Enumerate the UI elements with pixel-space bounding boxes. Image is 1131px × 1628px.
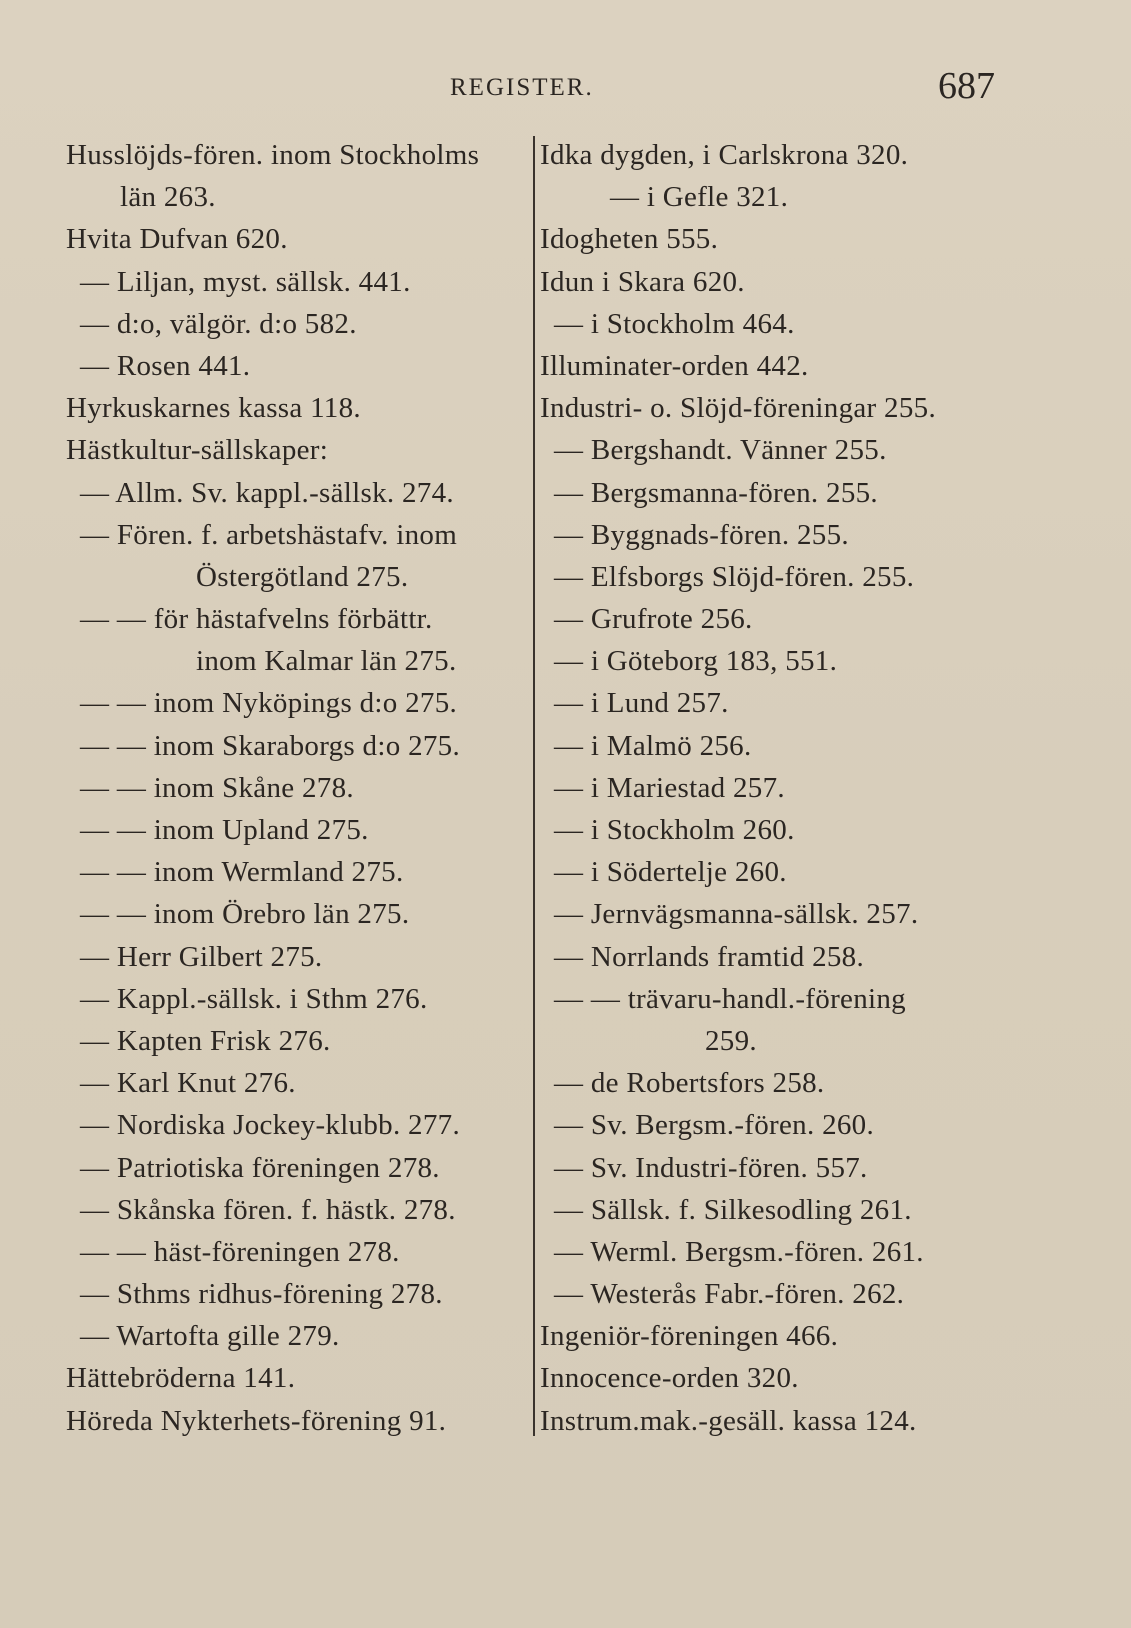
index-entry: — Wartofta gille 279. [80,1320,340,1353]
index-entry: — — inom Skaraborgs d:o 275. [80,729,461,762]
index-entry: Husslöjds-fören. inom Stockholms [66,139,480,171]
index-entry: — — inom Wermland 275. [80,856,404,889]
index-entry: Idogheten 555. [540,223,719,256]
index-entry: Idka dygden, i Carlskrona 320. [540,139,909,171]
right-index-column [540,134,1016,1442]
index-entry: — Kapten Frisk 276. [80,1024,331,1057]
index-entry: — — för hästafvelns förbättr. [80,603,433,636]
index-entry: Ingeniör-föreningen 466. [540,1320,839,1353]
index-entry: — Werml. Bergsm.-fören. 261. [554,1235,924,1268]
index-entry: — Sällsk. f. Silkesodling 261. [554,1193,912,1226]
index-entry: — — inom Skåne 278. [80,771,354,804]
index-entry: inom Kalmar län 275. [196,645,457,678]
index-entry: — Bergsmanna-fören. 255. [554,476,878,509]
index-entry: — Jernvägsmanna-sällsk. 257. [554,898,919,931]
index-entry: — Liljan, myst. sällsk. 441. [80,265,411,298]
index-entry: Hvita Dufvan 620. [66,223,288,256]
index-entry: — — trävaru-handl.-förening [554,982,906,1015]
index-entry: — i Lund 257. [554,687,729,720]
index-entry: 259. [705,1024,757,1057]
index-entry: — — inom Örebro län 275. [80,898,410,931]
index-entry: — i Stockholm 464. [554,307,795,340]
index-entry: — Patriotiska föreningen 278. [80,1151,440,1184]
index-entry: Innocence-orden 320. [540,1362,799,1395]
index-entry: — de Robertsfors 258. [554,1067,825,1100]
index-entry: — — inom Upland 275. [80,814,369,846]
index-entry: — Fören. f. arbetshästafv. inom [80,518,458,551]
index-entry: — i Mariestad 257. [554,771,785,804]
index-entry: — i Malmö 256. [554,729,752,762]
index-entry: län 263. [120,181,216,214]
page-header [0,62,1131,112]
index-entry: Idun i Skara 620. [540,265,745,298]
index-entry: Höreda Nykterhets-förening 91. [66,1404,447,1437]
index-entry: — Rosen 441. [80,349,251,382]
index-entry: — Sthms ridhus-förening 278. [80,1278,443,1311]
page-number: 687 [938,65,995,107]
index-entry: — i Gefle 321. [610,181,789,214]
index-entry: Industri- o. Slöjd-föreningar 255. [540,392,936,425]
index-entry: — Byggnads-fören. 255. [554,518,849,551]
index-entry: Instrum.mak.-gesäll. kassa 124. [540,1404,917,1437]
index-entry: — Kappl.-sällsk. i Sthm 276. [80,982,428,1015]
index-entry: — Sv. Industri-fören. 557. [554,1151,868,1184]
running-head: REGISTER. [450,74,594,101]
index-entry: — d:o, välgör. d:o 582. [80,307,357,340]
index-entry: — Norrlands framtid 258. [554,940,865,973]
index-entry: — Allm. Sv. kappl.-sällsk. 274. [80,476,454,509]
index-entry: Hättebröderna 141. [66,1362,296,1395]
column-divider [533,136,535,1436]
index-entry: — Grufrote 256. [554,603,753,636]
index-entry: — Nordiska Jockey-klubb. 277. [80,1109,461,1142]
index-entry: Hästkultur-sällskaper: [66,434,329,467]
index-entry: Illuminater-orden 442. [540,349,809,382]
index-entry: — — inom Nyköpings d:o 275. [80,687,458,720]
index-entry: — Skånska fören. f. hästk. 278. [80,1193,456,1226]
index-entry: — i Göteborg 183, 551. [554,645,838,678]
index-entry: — Sv. Bergsm.-fören. 260. [554,1109,875,1142]
index-entry: Hyrkuskarnes kassa 118. [66,392,361,425]
index-entry: — Elfsborgs Slöjd-fören. 255. [554,560,915,593]
index-entry: — Karl Knut 276. [80,1067,296,1100]
index-entry: Östergötland 275. [196,560,409,593]
index-entry: — i Stockholm 260. [554,814,795,846]
index-entry: — i Södertelje 260. [554,856,787,889]
index-entry: — Bergshandt. Vänner 255. [554,434,887,467]
index-entry: — — häst-föreningen 278. [80,1235,400,1268]
left-index-column [66,134,531,1442]
index-entry: — Westerås Fabr.-fören. 262. [554,1278,905,1311]
index-entry: — Herr Gilbert 275. [80,940,323,973]
